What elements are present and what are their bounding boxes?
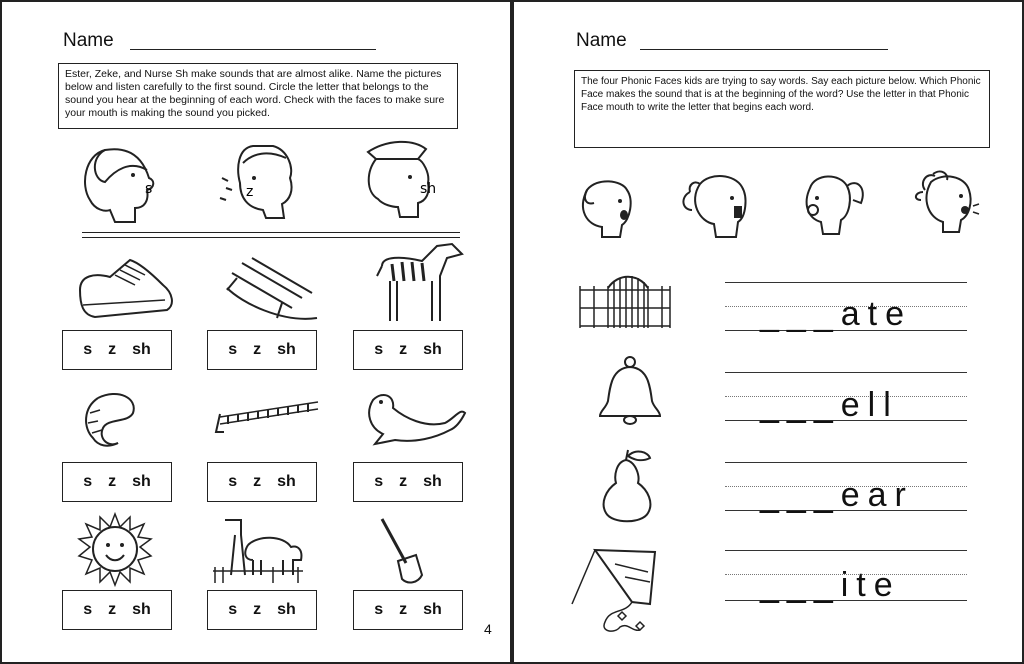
- blank[interactable]: ___: [760, 566, 841, 604]
- zoo-icon: [213, 515, 308, 585]
- word-row-2[interactable]: [760, 388, 899, 422]
- right-name-line[interactable]: [640, 49, 888, 50]
- answer-box[interactable]: [353, 590, 463, 630]
- choice-s[interactable]: s: [83, 601, 93, 618]
- answer-box[interactable]: [62, 330, 172, 370]
- kite-icon: [570, 542, 670, 642]
- word-row-3[interactable]: [760, 478, 914, 512]
- choice-s[interactable]: s: [374, 601, 384, 618]
- gate-icon: [578, 268, 673, 330]
- right-name-label: Name: [576, 30, 627, 51]
- choice-s[interactable]: s: [83, 473, 93, 490]
- choice-sh[interactable]: sh: [132, 341, 151, 358]
- seal-icon: [355, 388, 470, 453]
- choice-z[interactable]: z: [399, 473, 408, 490]
- zeke-mouth-letter: z: [246, 184, 254, 200]
- shrimp-icon: [78, 388, 148, 453]
- choice-s[interactable]: s: [374, 341, 384, 358]
- answer-box[interactable]: [207, 590, 317, 630]
- shovel-icon: [380, 517, 435, 587]
- zipper-icon: [218, 392, 323, 437]
- writing-line-top: [725, 282, 967, 283]
- word-ending: ite: [840, 566, 901, 604]
- blank[interactable]: ___: [760, 476, 841, 514]
- answer-box[interactable]: [353, 330, 463, 370]
- word-row-1[interactable]: [760, 297, 912, 331]
- divider-top: [82, 232, 460, 233]
- phonic-face-2-icon: [680, 172, 755, 242]
- writing-line-top: [725, 550, 967, 551]
- choice-s[interactable]: s: [228, 473, 238, 490]
- choice-z[interactable]: z: [253, 341, 262, 358]
- choice-sh[interactable]: sh: [423, 601, 442, 618]
- choice-s[interactable]: s: [228, 601, 238, 618]
- answer-box[interactable]: [62, 462, 172, 502]
- word-ending: ear: [840, 476, 914, 514]
- answer-box[interactable]: [207, 330, 317, 370]
- zebra-icon: [372, 236, 472, 326]
- writing-line-top: [725, 462, 967, 463]
- word-ending: ell: [840, 386, 899, 424]
- choice-sh[interactable]: sh: [423, 473, 442, 490]
- ester-face-icon: [75, 140, 175, 225]
- choice-sh[interactable]: sh: [277, 341, 296, 358]
- choice-z[interactable]: z: [108, 601, 117, 618]
- ester-mouth-letter: s: [145, 181, 153, 197]
- choice-sh[interactable]: sh: [132, 601, 151, 618]
- choice-sh[interactable]: sh: [423, 341, 442, 358]
- choice-sh[interactable]: sh: [132, 473, 151, 490]
- sled-icon: [222, 258, 327, 328]
- answer-box[interactable]: [207, 462, 317, 502]
- choice-sh[interactable]: sh: [277, 473, 296, 490]
- word-ending: ate: [840, 295, 912, 333]
- nurse-sh-mouth-letter: sh: [420, 181, 437, 197]
- phonic-face-3-icon: [795, 168, 870, 243]
- choice-s[interactable]: s: [374, 473, 384, 490]
- choice-z[interactable]: z: [253, 473, 262, 490]
- shoe-icon: [75, 255, 175, 325]
- choice-s[interactable]: s: [83, 341, 93, 358]
- choice-z[interactable]: z: [253, 601, 262, 618]
- bell-icon: [598, 356, 663, 426]
- page-number: 4: [484, 621, 492, 637]
- sun-icon: [78, 512, 153, 587]
- choice-z[interactable]: z: [108, 473, 117, 490]
- phonic-face-1-icon: [572, 175, 642, 245]
- choice-z[interactable]: z: [399, 601, 408, 618]
- nurse-sh-face-icon: [358, 137, 458, 222]
- left-instructions: Ester, Zeke, and Nurse Sh make sounds that are almost alike. Name the pictures below and listen carefully to the first sound. Circle the letter that belongs to the sound you hear at the beginning of each word. Check with the faces to make sure your mouth is making the sound you picked.: [58, 63, 458, 129]
- pear-icon: [598, 448, 658, 524]
- blank[interactable]: ___: [760, 386, 841, 424]
- writing-line-top: [725, 372, 967, 373]
- word-row-4[interactable]: [760, 568, 901, 602]
- choice-z[interactable]: z: [108, 341, 117, 358]
- left-name-label: Name: [63, 30, 114, 51]
- choice-s[interactable]: s: [228, 341, 238, 358]
- choice-sh[interactable]: sh: [277, 601, 296, 618]
- right-instructions: The four Phonic Faces kids are trying to say words. Say each picture below. Which Phonic Face makes the sound that is at the beginning of the word? Use the letter in that Phonic Face mouth to write the letter that begins each word.: [574, 70, 990, 148]
- answer-box[interactable]: [62, 590, 172, 630]
- answer-box[interactable]: [353, 462, 463, 502]
- phonic-face-4-icon: [913, 170, 983, 240]
- blank[interactable]: ___: [760, 295, 841, 333]
- choice-z[interactable]: z: [399, 341, 408, 358]
- zeke-face-icon: [218, 138, 318, 223]
- left-name-line[interactable]: [130, 49, 376, 50]
